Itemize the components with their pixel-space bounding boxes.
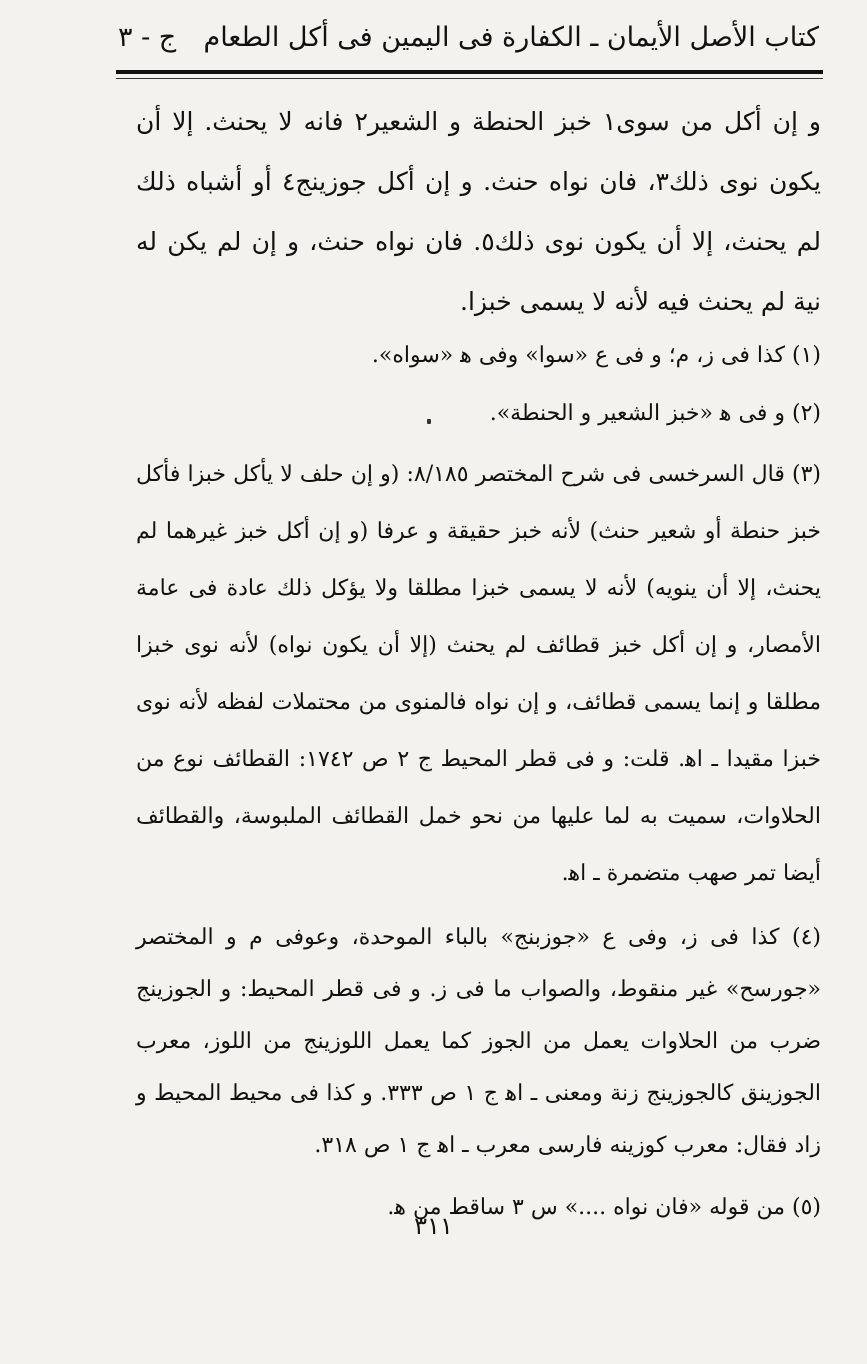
footnote-3: (٣) قال السرخسى فى شرح المختصر ٨/١٨٥: (و إن حلف لا يأكل خبزا فأكل خبز حنطة أو شعير حنث) لأنه خبز حقيقة و عرفا (و إن أكل خبز غيرهما لم يحنث، إلا أن ينويه) لأنه لا يسمى خبزا مطلقا ولا يؤكل ذلك عادة فى عامة الأمصار، و إن أكل خبز قطائف لم يحنث (إلا أن يكون نواه) لأنه نوى خبزا مطلقا و إنما يسمى قطائف، و إن نواه فالمنوى من محتملات لفظه لأنه نوى خبزا مقيدا ـ اﻫ. قلت: و فى قطر المحيط ج ٢ ص ١٧٤٢: القطائف نوع من الحلاوات، سميت به لما عليها من نحو خمل القطائف الملبوسة، والقطائف أيضا تمر صهب متضمرة ـ اﻫ. <box>136 462 821 886</box>
running-header <box>118 14 819 60</box>
footnote-2: (٢) و فى ﻫ «خبز الشعير و الحنطة». <box>489 401 821 426</box>
footnote-4: (٤) كذا فى ز، وفى ع «جوزبنج» بالباء الموحدة، وعوفى م و المختصر «جورسح» غير منقوط، والصواب ما فى ز. و فى قطر المحيط: و الجوزينج ضرب من الحلاوات يعمل من الجوز كما يعمل اللوزينج من اللوز، معرب الجوزينق كالجوزينج زنة ومعنى ـ اﻫ ج ١ ص ٣٣٣. و كذا فى محيط المحيط و زاد فقال: معرب كوزينه فارسى معرب ـ اﻫ ج ١ ص ٣١٨. <box>136 925 822 1158</box>
header-rule <box>116 70 823 74</box>
footnote-1: (١) كذا فى ز، م؛ و فى ع «سوا» وفى ﻫ «سواه». <box>371 343 821 368</box>
footnote-5: (٥) من قوله «فان نواه ....» س ٣ ساقط من ﻫ. <box>387 1195 821 1220</box>
main-paragraph: و إن أكل من سوى١ خبز الحنطة و الشعير٢ فانه لا يحنث. إلا أن يكون نوى ذلك٣، فان نواه حنث. و إن أكل جوزينج٤ أو أشباه ذلك لم يحنث، إلا أن يكون نوى ذلك٥. فان نواه حنث، و إن لم يكن له نية لم يحنث فيه لأنه لا يسمى خبزا. <box>136 107 821 316</box>
header-rule-thin <box>116 78 823 79</box>
volume-label: ج - ٣ <box>118 21 177 53</box>
page-number: ٣١١ <box>414 1212 453 1240</box>
header-title: كتاب الأصل الأيمان ـ الكفارة فى اليمين فى أكل الطعام <box>203 21 819 53</box>
main-text <box>136 92 821 332</box>
footnotes <box>136 330 821 1234</box>
